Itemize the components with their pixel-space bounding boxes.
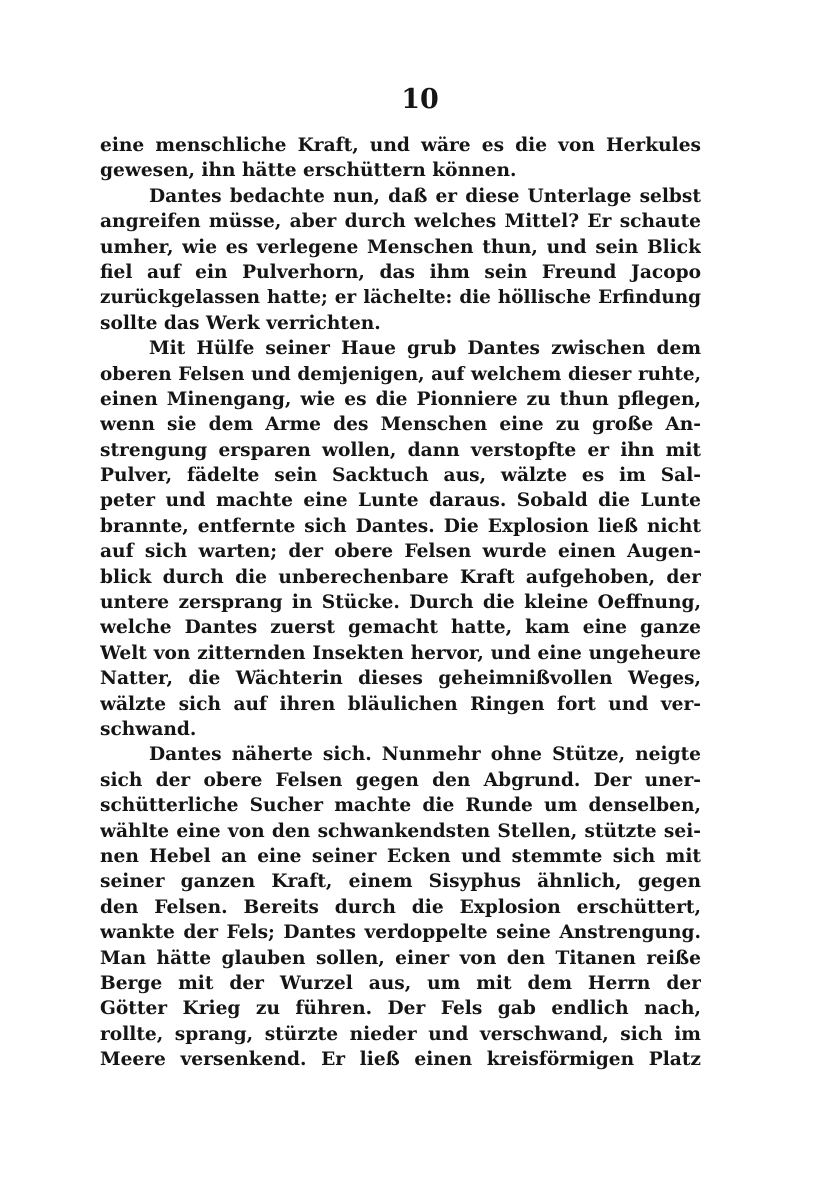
text-line: Man hätte glauben sollen, einer von den Titanen reiße	[100, 947, 701, 969]
text-line: sich der obere Felsen gegen den Abgrund. Der uner-	[100, 769, 701, 791]
text-line: fiel auf ein Pulverhorn, das ihm sein Freund Jacopo	[100, 261, 701, 283]
page-number: 10	[401, 84, 439, 115]
text-line: rollte, sprang, stürzte nieder und verschwand, sich im	[100, 1023, 701, 1045]
text-line: seiner ganzen Kraft, einem Sisyphus ähnlich, gegen	[100, 871, 701, 893]
text-line: welche Dantes zuerst gemacht hatte, kam eine ganze	[100, 617, 701, 639]
text-line: blick durch die unberechenbare Kraft aufgehoben, der	[100, 566, 701, 588]
text-line: peter und machte eine Lunte daraus. Sobald die Lunte	[100, 490, 701, 512]
text-line: schütterliche Sucher machte die Runde um denselben,	[100, 795, 701, 817]
text-line: gewesen, ihn hätte erschüttern können.	[100, 160, 517, 182]
text-line: Berge mit der Wurzel aus, um mit dem Herrn der	[100, 972, 701, 994]
text-line: oberen Felsen und demjenigen, auf welchem dieser ruhte,	[100, 363, 701, 385]
text-line: wenn sie dem Arme des Menschen eine zu große An-	[100, 414, 701, 436]
text-line: zurückgelassen hatte; er lächelte: die höllische Erfindung	[100, 287, 701, 309]
text-line: sollte das Werk verrichten.	[100, 312, 381, 334]
text-line: den Felsen. Bereits durch die Explosion erschüttert,	[100, 896, 701, 918]
text-line: umher, wie es verlegene Menschen thun, und sein Blick	[100, 236, 701, 258]
text-line: angreifen müsse, aber durch welches Mittel? Er schaute	[100, 211, 701, 233]
text-line: Meere versenkend. Er ließ einen kreisförmigen Platz	[100, 1049, 701, 1071]
text-line: wählte eine von den schwankendsten Stellen, stützte sei-	[100, 820, 701, 842]
text-line: Mit Hülfe seiner Haue grub Dantes zwischen dem	[149, 338, 701, 360]
text-line: strengung ersparen wollen, dann verstopfte er ihn mit	[100, 439, 701, 461]
text-line: eine menschliche Kraft, und wäre es die von Herkules	[100, 135, 701, 156]
text-line: Natter, die Wächterin dieses geheimnißvollen Weges,	[100, 668, 701, 690]
text-line: Pulver, fädelte sein Sacktuch aus, wälzte es im Sal-	[100, 465, 701, 487]
text-line: einen Minengang, wie es die Pionniere zu thun pflegen,	[100, 388, 701, 410]
text-line: wälzte sich auf ihren bläulichen Ringen fort und ver-	[100, 693, 701, 715]
text-line: auf sich warten; der obere Felsen wurde einen Augen-	[100, 541, 701, 563]
text-line: schwand.	[100, 718, 197, 740]
text-line: Welt von zitternden Insekten hervor, und eine ungeheure	[100, 642, 701, 664]
text-line: Dantes bedachte nun, daß er diese Unterlage selbst	[149, 185, 701, 207]
text-line: wankte der Fels; Dantes verdoppelte seine Anstrengung.	[100, 922, 701, 944]
text-line: Dantes näherte sich. Nunmehr ohne Stütze, neigte	[149, 744, 701, 766]
body-text	[100, 133, 701, 1072]
text-line: nen Hebel an eine seiner Ecken und stemmte sich mit	[100, 845, 701, 867]
text-line: brannte, entfernte sich Dantes. Die Explosion ließ nicht	[100, 515, 701, 537]
text-line: Götter Krieg zu führen. Der Fels gab endlich nach,	[100, 998, 701, 1020]
text-line: untere zersprang in Stücke. Durch die kleine Oeffnung,	[100, 592, 701, 614]
